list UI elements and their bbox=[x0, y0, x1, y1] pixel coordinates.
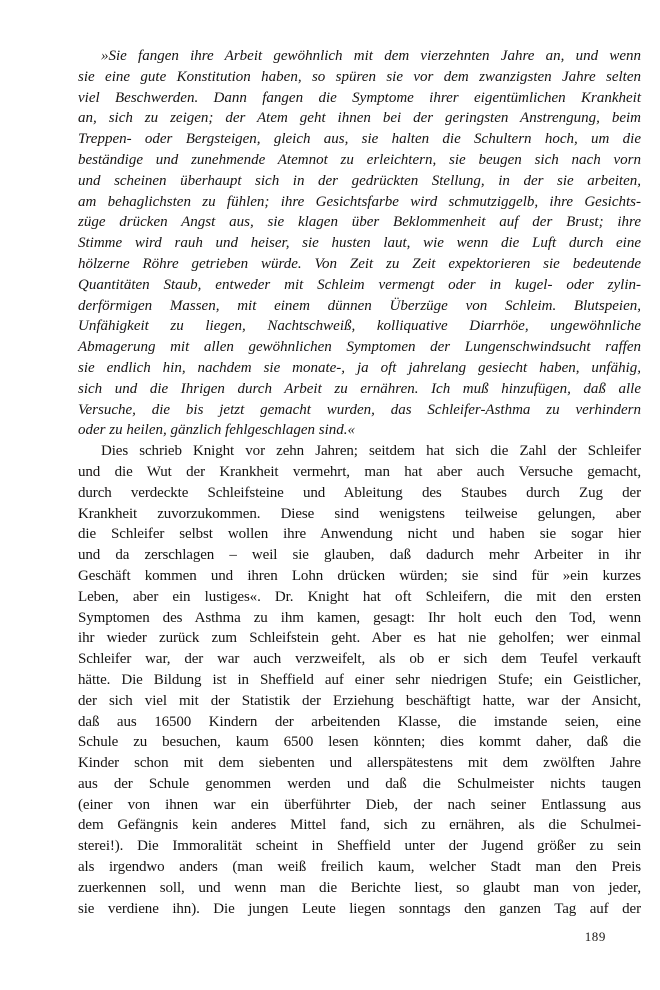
text-line: Schleifer war, der war auch verzweifelt, als ob er sich dem Teufel verkauft bbox=[78, 651, 641, 668]
text-line: »Sie fangen ihre Arbeit gewöhnlich mit dem vierzehnten Jahre an, und wenn bbox=[101, 48, 641, 64]
text-line: Symptomen des Asthma zu ihm kamen, gesagt: Ihr holt euch den Tod, wenn bbox=[78, 609, 641, 626]
text-line: am behaglichsten zu fühlen; ihre Gesichtsfarbe wird schmutziggelb, ihre Gesichts- bbox=[78, 193, 641, 210]
text-line: daß aus 16500 Kindern der arbeitenden Klasse, die imstande seien, eine bbox=[78, 713, 641, 730]
text-line: aus der Schule genommen werden und daß die Schulmeister nichts taugen bbox=[78, 775, 641, 792]
text-line: sie eine gute Konstitution haben, so spüren sie vor dem zwanzigsten Jahre selten bbox=[78, 68, 641, 85]
text-line: Schule zu besuchen, kaum 6500 lesen könnten; dies kommt daher, daß die bbox=[78, 734, 641, 751]
text-line: Treppen- oder Bergsteigen, gleich aus, sie halten die Schultern hoch, um die bbox=[78, 131, 641, 148]
text-line: viel Beschwerden. Dann fangen die Symptome ihrer eigentümlichen Krankheit bbox=[78, 89, 641, 106]
text-line: Unfähigkeit zu liegen, Nachtschweiß, kolliquative Diarrhöe, ungewöhnliche bbox=[78, 318, 641, 335]
text-line: dem Gefängnis kein anderes Mittel fand, sich zu ernähren, als die Schulmei- bbox=[78, 817, 641, 834]
text-line: züge drücken Angst aus, sie klagen über Beklommenheit auf der Brust; ihre bbox=[78, 214, 641, 231]
text-line: sterei!). Die Immoralität scheint in Sheffield unter der Jugend größer zu sein bbox=[78, 838, 641, 855]
text-line: sich und die Ihrigen durch Arbeit zu ernähren. Ich muß hinzufügen, daß alle bbox=[78, 380, 641, 397]
text-block bbox=[78, 46, 641, 919]
text-line: Kinder schon mit dem siebenten und allerspätestens mit dem zwölften Jahre bbox=[78, 755, 641, 772]
text-line: sie verdiene ihn). Die jungen Leute liegen sonntags den ganzen Tag auf der bbox=[78, 900, 641, 917]
text-line: der sich viel mit der Statistik der Erziehung beschäftigt hatte, war der Ansicht, bbox=[78, 692, 641, 709]
text-line: Stimme wird rauh und heiser, sie husten laut, wie wenn die Luft durch eine bbox=[78, 235, 641, 252]
page-number: 189 bbox=[584, 929, 606, 944]
text-line: zuerkennen soll, und wenn man die Berichte liest, so glaubt man von jeder, bbox=[78, 879, 641, 896]
text-line: (einer von ihnen war ein überführter Dieb, der nach seiner Entlassung aus bbox=[78, 796, 641, 813]
text-line: durch verdeckte Schleifsteine und Ableitung des Staubes durch Zug der bbox=[78, 484, 641, 501]
text-line: hätte. Die Bildung ist in Sheffield auf einer sehr niedrigen Stufe; ein Geistlicher, bbox=[78, 671, 641, 688]
text-line: Leben, aber ein lustiges«. Dr. Knight hat oft Schleifern, die mit den ersten bbox=[78, 588, 641, 605]
text-line: und scheinen überhaupt sich in der gedrückten Stellung, in der sie arbeiten, bbox=[78, 172, 641, 189]
body-paragraph bbox=[78, 441, 641, 919]
text-line: oder zu heilen, gänzlich fehlgeschlagen sind.« bbox=[78, 422, 356, 439]
text-line: Dies schrieb Knight vor zehn Jahren; seitdem hat sich die Zahl der Schleifer bbox=[101, 443, 641, 460]
text-line: ihr wieder zurück zum Schleifstein geht. Aber es hat nie geholfen; wer einmal bbox=[78, 630, 641, 647]
text-line: als irgendwo anders (man weiß freilich kaum, welcher Stadt man den Preis bbox=[78, 859, 641, 876]
text-line: und die Wut der Krankheit vermehrt, man hat aber auch Versuche gemacht, bbox=[78, 463, 641, 480]
text-line: hölzerne Röhre getrieben würde. Von Zeit zu Zeit expektorieren sie bedeutende bbox=[78, 255, 641, 272]
text-line: und da zerschlagen – weil sie glauben, daß dadurch mehr Arbeiter in ihr bbox=[78, 547, 641, 564]
text-line: Versuche, die bis jetzt gemacht wurden, das Schleifer-Asthma zu verhindern bbox=[78, 401, 641, 418]
text-line: sie endlich hin, nachdem sie monate-, ja oft jahrelang gesiecht haben, unfähig, bbox=[78, 359, 641, 376]
text-line: Quantitäten Staub, entweder mit Schleim vermengt oder in kugel- oder zylin- bbox=[78, 276, 641, 293]
text-line: Geschäft kommen und ihren Lohn drücken würden; sie sind für »ein kurzes bbox=[78, 567, 641, 584]
text-line: die Schleifer selbst wollen ihre Anwendung nicht und haben sie sogar hier bbox=[78, 526, 641, 543]
text-line: beständige und zunehmende Atemnot zu erleichtern, sie beugen sich nach vorn bbox=[78, 151, 641, 168]
text-line: Krankheit zuvorzukommen. Diese sind wenigstens teilweise gelungen, aber bbox=[78, 505, 641, 522]
quote-paragraph bbox=[78, 46, 641, 441]
text-line: an, sich zu zeigen; der Atem geht ihnen bei der geringsten Anstrengung, beim bbox=[78, 110, 641, 127]
text-line: Abmagerung mit allen gewöhnlichen Symptomen der Lungenschwindsucht raffen bbox=[78, 339, 641, 356]
text-line: derförmigen Massen, mit einem dünnen Überzüge von Schleim. Blutspeien, bbox=[78, 297, 641, 314]
